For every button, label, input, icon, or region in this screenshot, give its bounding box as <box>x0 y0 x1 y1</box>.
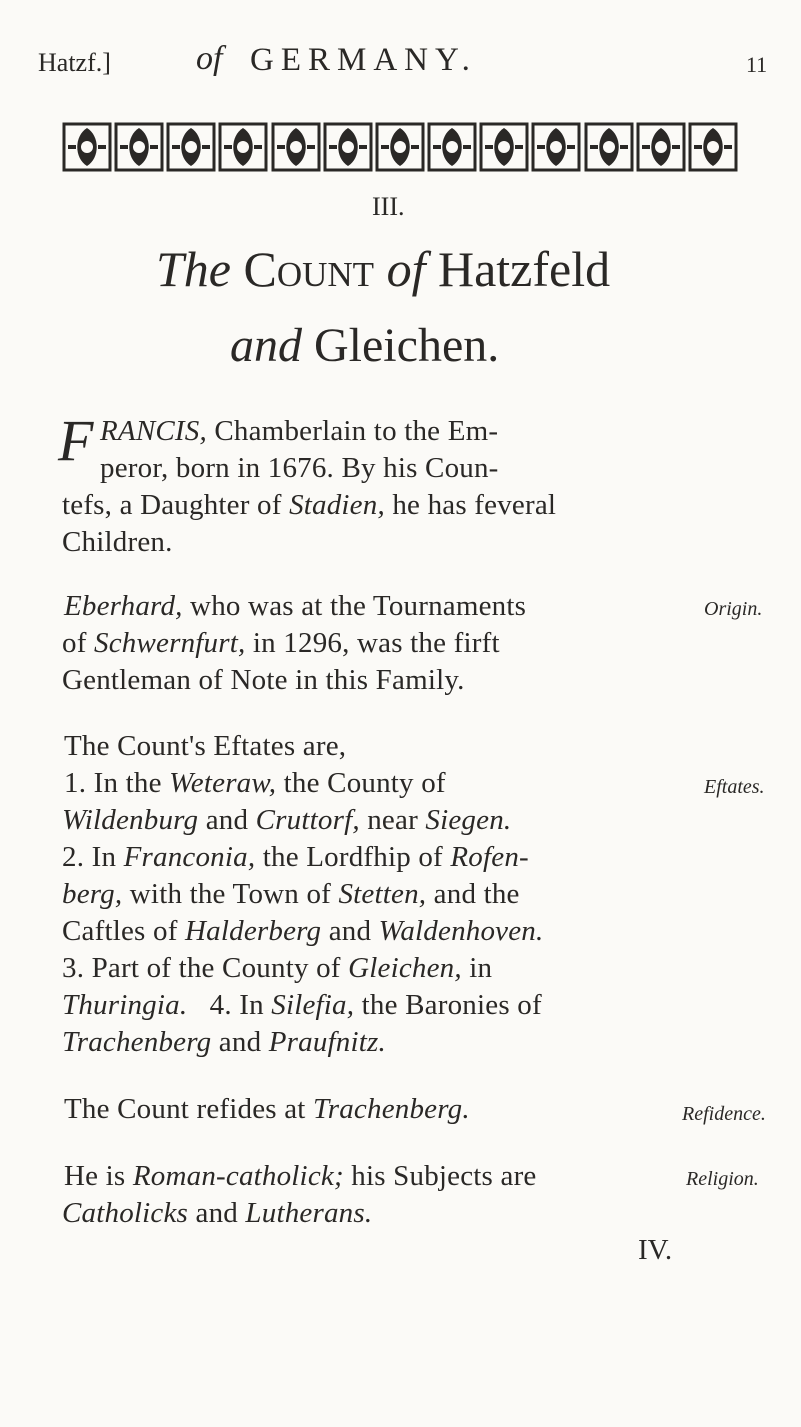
page-number: 11 <box>746 52 768 77</box>
p1-l1-rest: Chamberlain to the Em- <box>206 415 499 447</box>
p1-name: RANCIS, <box>100 415 207 447</box>
p3-l9-it: Trachenberg <box>62 1026 212 1058</box>
p3-l3-it3: Siegen. <box>425 804 512 836</box>
p3-l4-it: Franconia, <box>123 841 256 873</box>
p3-line9 <box>62 1026 386 1059</box>
p3-l5-it: berg, <box>62 878 123 910</box>
p5-line2 <box>62 1197 372 1230</box>
p3-l8-it: Thuringia. <box>62 989 188 1021</box>
p2-l2-post: in 1296, was the firft <box>245 627 500 659</box>
p3-l4-it-end: Rofen- <box>450 841 529 873</box>
running-head-left: Hatzf.] <box>38 48 111 77</box>
p3-l7-post: in <box>461 952 493 984</box>
ornament-fleuron-icon <box>218 122 268 172</box>
p2-l2-it: Schwernfurt, <box>94 627 246 659</box>
p4-line1 <box>64 1093 470 1126</box>
p3-line8 <box>62 989 542 1022</box>
ornament-fleuron-icon <box>531 122 581 172</box>
ornament-fleuron-icon <box>479 122 529 172</box>
p3-l7-it: Gleichen, <box>348 952 462 984</box>
ornament-fleuron-icon <box>166 122 216 172</box>
p5-l2-it2: Lutherans. <box>245 1197 373 1229</box>
title-count: Count <box>243 241 375 297</box>
p3-l9-it2: Praufnitz. <box>268 1026 386 1058</box>
title-name2: Gleichen. <box>314 319 500 372</box>
running-head-country: GERMANY. <box>250 42 477 78</box>
p3-line4 <box>62 841 529 874</box>
p5-line1 <box>64 1160 537 1193</box>
p3-l4-pre: 2. In <box>62 841 124 873</box>
p5-l1-post: his Subjects are <box>343 1160 537 1192</box>
p2-l1-it: Eberhard, <box>64 590 183 622</box>
title-name: Hatzfeld <box>437 241 611 297</box>
p3-l8-post2: the Baronies of <box>354 989 542 1021</box>
p3-line6 <box>62 915 543 948</box>
catchword: IV. <box>638 1234 673 1266</box>
running-head-of: of <box>196 40 223 77</box>
ornament-fleuron-icon <box>427 122 477 172</box>
p3-l6-pre: Caftles of <box>62 915 186 947</box>
p2-line1 <box>64 590 526 623</box>
margin-note-residence: Refidence. <box>682 1103 766 1125</box>
p2-line3: Gentleman of Note in this Family. <box>62 664 465 696</box>
p3-line5 <box>62 878 520 911</box>
p3-l3-it2: Cruttorf, <box>255 804 360 836</box>
p1-l3-it: Stadien, <box>289 489 385 521</box>
title-of: of <box>386 241 426 297</box>
p3-l6-post: and <box>321 915 379 947</box>
p3-l7-pre: 3. Part of the County of <box>62 952 349 984</box>
p5-l2-post: and <box>188 1197 246 1229</box>
drop-cap: F <box>58 408 94 473</box>
p3-line1: The Count's Eftates are, <box>64 730 347 762</box>
p3-l5-it2: Stetten, <box>338 878 427 910</box>
p4-pre: The Count refides at <box>64 1093 314 1125</box>
p1-line3 <box>62 489 556 522</box>
p3-l8-post: 4. In <box>187 989 272 1021</box>
p3-l6-it: Halderberg <box>185 915 322 947</box>
p1-l3-post: he has feveral <box>384 489 557 521</box>
p3-l2-post: the County of <box>276 767 446 799</box>
p3-line3 <box>62 804 511 837</box>
margin-note-religion: Religion. <box>686 1168 759 1190</box>
section-numeral: III. <box>372 192 405 221</box>
p3-l8-it2: Silefia, <box>271 989 355 1021</box>
margin-note-origin: Origin. <box>704 598 763 620</box>
p3-l5-post2: and the <box>426 878 520 910</box>
p3-l5-post: with the Town of <box>122 878 339 910</box>
p1-line2: peror, born in 1676. By his Coun- <box>100 452 499 484</box>
p3-l6-it2: Waldenhoven. <box>378 915 544 947</box>
p3-l4-post: the Lordfhip of <box>255 841 451 873</box>
p2-l2-pre: of <box>62 627 95 659</box>
title-and: and <box>230 319 302 372</box>
ornament-fleuron-icon <box>271 122 321 172</box>
margin-note-estates: Eftates. <box>704 776 765 798</box>
p3-l3-it1: Wildenburg <box>62 804 199 836</box>
p2-line2 <box>62 627 500 660</box>
ornament-fleuron-icon <box>375 122 425 172</box>
p1-line4: Children. <box>62 526 173 558</box>
ornament-fleuron-icon <box>62 122 112 172</box>
p5-l2-it: Catholicks <box>62 1197 189 1229</box>
ornament-fleuron-icon <box>584 122 634 172</box>
p3-l2-pre: 1. In the <box>64 767 170 799</box>
p3-l3-mid: and <box>198 804 256 836</box>
p4-it: Trachenberg. <box>313 1093 470 1125</box>
section-title-line2 <box>230 318 499 373</box>
p2-l1-post: who was at the Tournaments <box>182 590 527 622</box>
p1-l3-pre: tefs, a Daughter of <box>62 489 290 521</box>
p3-line7 <box>62 952 492 985</box>
ornament-fleuron-icon <box>114 122 164 172</box>
p3-l3-mid2: near <box>359 804 426 836</box>
title-the: The <box>156 241 231 297</box>
p3-l2-it: Weteraw, <box>169 767 277 799</box>
ornament-band <box>62 122 738 172</box>
p3-line2 <box>64 767 446 800</box>
p5-l1-pre: He is <box>64 1160 133 1192</box>
p5-l1-it: Roman-catholick; <box>132 1160 344 1192</box>
ornament-fleuron-icon <box>636 122 686 172</box>
section-title-line1 <box>156 240 610 298</box>
p3-l9-post: and <box>211 1026 269 1058</box>
ornament-fleuron-icon <box>323 122 373 172</box>
ornament-fleuron-icon <box>688 122 738 172</box>
